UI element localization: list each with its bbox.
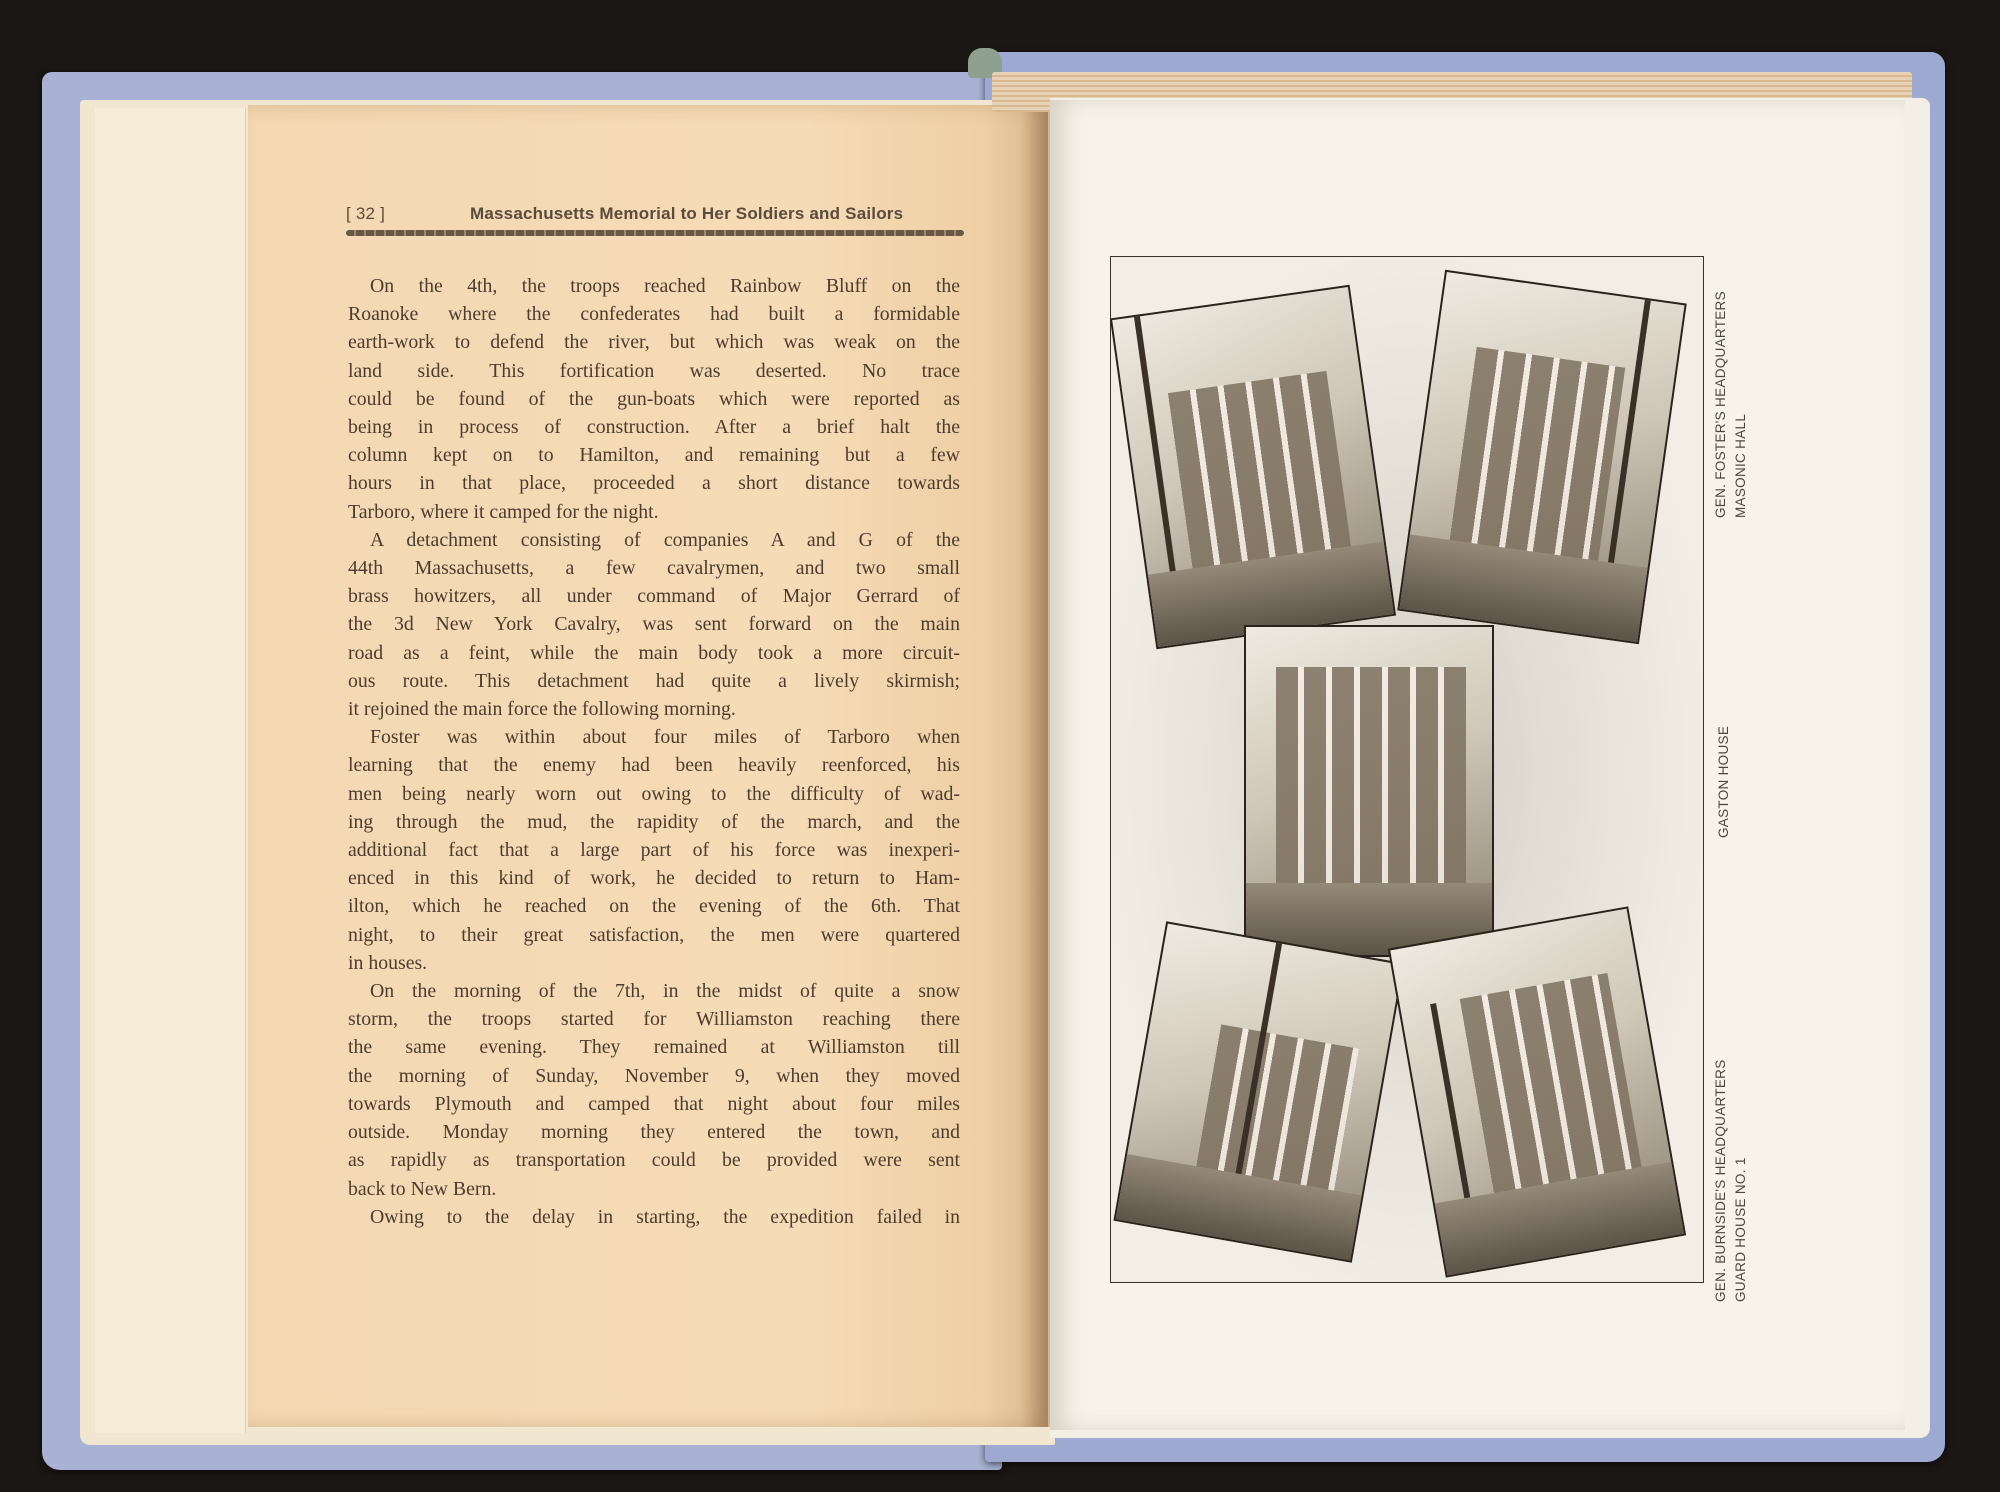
text-line: On the 4th, the troops reached Rainbow Bluff on the xyxy=(370,275,960,297)
caption-gaston-house: GASTON HOUSE xyxy=(1716,725,1731,838)
header-rule xyxy=(346,230,964,236)
text-line: outside. Monday morning they entered the town, and xyxy=(348,1121,960,1144)
text-line: On the morning of the 7th, in the midst of quite a snow xyxy=(370,980,960,1003)
text-line: land side. This fortification was deserted. No trace xyxy=(348,359,960,382)
running-title: Massachusetts Memorial to Her Soldiers and Sailors xyxy=(470,204,904,223)
caption-burnsides-headquarters: GEN. BURNSIDE'S HEADQUARTERS xyxy=(1713,1059,1728,1302)
text-line: additional fact that a large part of his force was inexperi- xyxy=(348,839,960,862)
text-line: enced in this kind of work, he decided to return to Ham- xyxy=(348,867,960,890)
text-line: the same evening. They remained at Williamston till xyxy=(348,1036,960,1059)
text-line: being in process of construction. After a brief halt the xyxy=(348,416,960,439)
caption-guard-house: GUARD HOUSE NO. 1 xyxy=(1733,1157,1748,1302)
photo-masonic-hall xyxy=(1110,285,1396,649)
body-text xyxy=(348,272,960,1231)
text-line: ing through the mud, the rapidity of the march, and the xyxy=(348,810,960,833)
caption-fosters-headquarters: GEN. FOSTER'S HEADQUARTERS xyxy=(1713,291,1728,518)
text-line: in houses. xyxy=(348,951,428,974)
text-line: men being nearly worn out owing to the difficulty of wad- xyxy=(348,782,960,805)
text-line: night, to their great satisfaction, the men were quartered xyxy=(348,923,960,946)
photo-fosters-headquarters xyxy=(1397,270,1687,645)
text-line: towards Plymouth and camped that night about four miles xyxy=(348,1092,960,1115)
text-line: A detachment consisting of companies A and G of the xyxy=(370,528,960,551)
left-page-edge xyxy=(95,108,246,1433)
text-line: Tarboro, where it camped for the night. xyxy=(348,500,659,523)
text-line: Roanoke where the confederates had built a formidable xyxy=(348,303,960,326)
text-line: Foster was within about four miles of Tarboro when xyxy=(370,726,960,749)
text-line: it rejoined the main force the following morning. xyxy=(348,698,736,721)
text-line: as rapidly as transportation could be provided were sent xyxy=(348,1149,960,1172)
text-line: ilton, which he reached on the evening of the 6th. That xyxy=(348,895,960,918)
text-line: could be found of the gun-boats which were reported as xyxy=(348,387,960,410)
page-header xyxy=(346,198,966,234)
text-line: hours in that place, proceeded a short distance towards xyxy=(348,472,960,495)
text-line: back to New Bern. xyxy=(348,1177,497,1200)
text-line: road as a feint, while the main body took a more circuit- xyxy=(348,641,960,664)
text-line: storm, the troops started for Williamston reaching there xyxy=(348,1008,960,1031)
caption-masonic-hall: MASONIC HALL xyxy=(1733,413,1748,518)
text-line: Owing to the delay in starting, the expedition failed in xyxy=(370,1205,960,1228)
text-line: the morning of Sunday, November 9, when they moved xyxy=(348,1064,960,1087)
text-line: earth-work to defend the river, but which was weak on the xyxy=(348,331,960,354)
text-line: ous route. This detachment had quite a lively skirmish; xyxy=(348,669,960,692)
text-line: the 3d New York Cavalry, was sent forward on the main xyxy=(348,613,960,636)
photo-gaston-house xyxy=(1244,625,1494,957)
text-line: column kept on to Hamilton, and remaining but a few xyxy=(348,444,960,467)
page-number: [ 32 ] xyxy=(346,204,386,223)
text-line: brass howitzers, all under command of Major Gerrard of xyxy=(348,585,960,608)
text-line: 44th Massachusetts, a few cavalrymen, and two small xyxy=(348,557,960,580)
text-line: learning that the enemy had been heavily reenforced, his xyxy=(348,754,960,777)
